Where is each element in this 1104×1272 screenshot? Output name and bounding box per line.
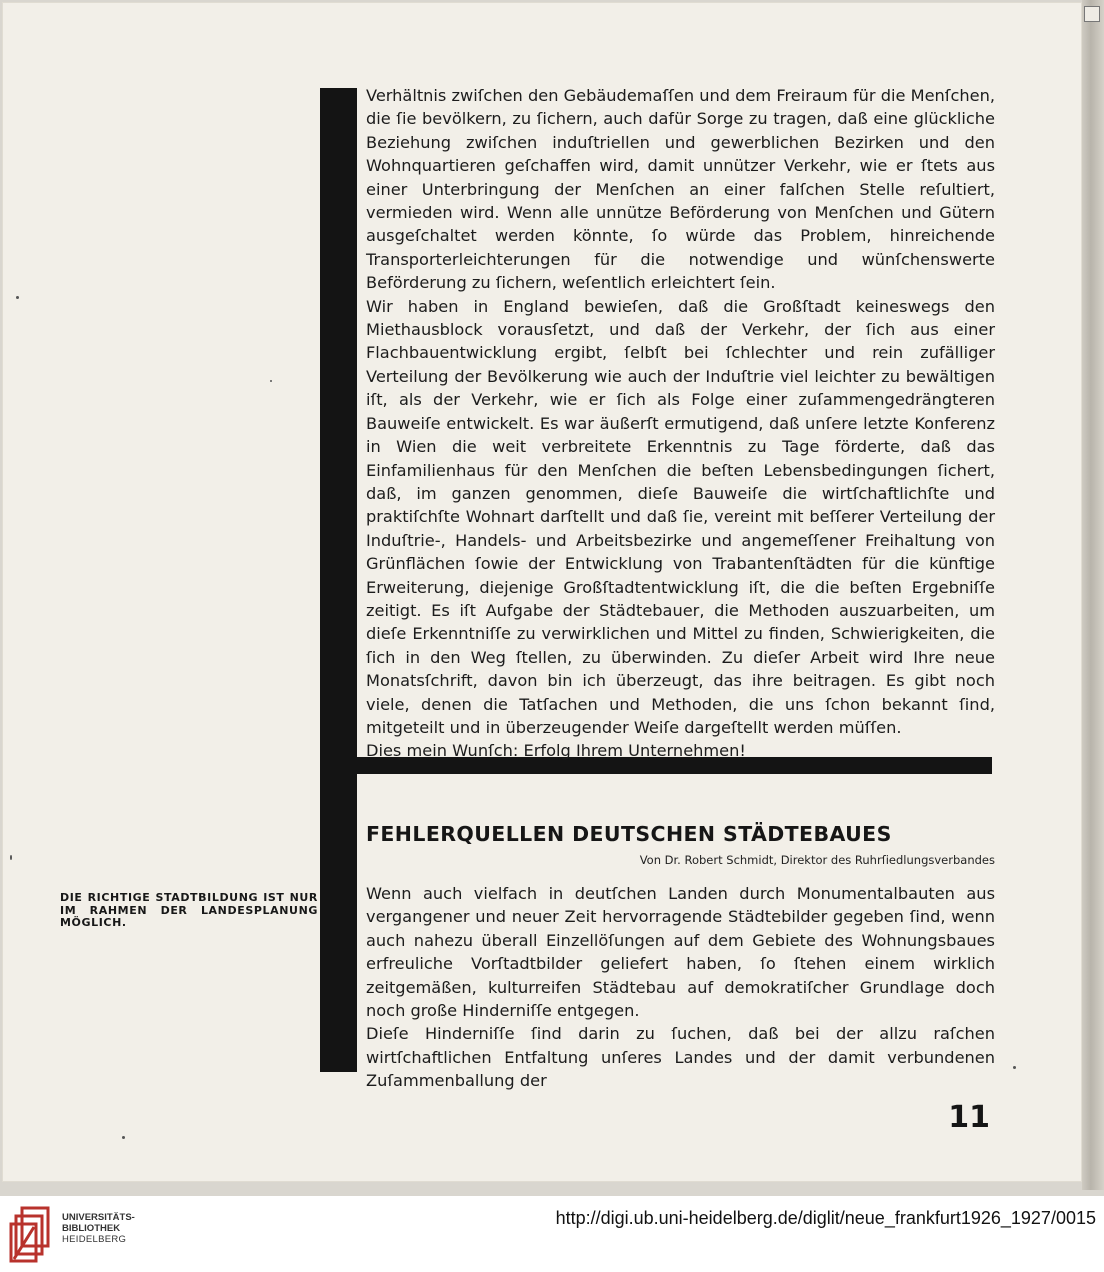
paragraph: Wir haben in England bewieſen, daß die Großſtadt keineswegs den Miethausblock vorausſetzt, und daß der Verkehr, der ſich aus einer Flachbauentwicklung ergibt, ſelbſt bei ſchlechter und rein zufälliger Verteilung der Bevölkerung wie auch der Induſtrie viel leichter zu bewältigen iſt, als der Verkehr, wie er ſich als Folge einer zuſammengedrängteren Bauweiſe entwickelt. Es war äußerſt ermutigend, daß unſere letzte Konferenz in Wien die weit verbreitete Erkenntnis zu Tage förderte, daß das Einfamilienhaus für den Menſchen die beſten Lebensbedingungen ſichert, daß, im ganzen genommen, dieſe Bauweiſe die wirtſchaftlichſte und praktiſchſte Wohnart darſtellt und daß ſie, vereint mit beſſerer Verteilung der Induſtrie-, Handels- und Arbeitsbezirke und angemeſſener Freihaltung von Grünflächen ſowie der Entwicklung von Trabantenſtädten für die künftige Erweiterung, diejenige Großſtadtentwicklung iſt, die die beſten Ergebniſſe zeitigt. Es iſt Aufgabe der Städtebauer, die Methoden auszuarbeiten, um dieſe Erkenntniſſe zu verwirklichen und Mittel zu finden, Schwierigkeiten, die ſich in den Weg ſtellen, zu überwinden. Zu dieſer Arbeit wird Ihre neue Monatsſchrift, davon bin ich überzeugt, das ihre beitragen. Es gibt noch viele, denen die Tatſachen und Methoden, die uns ſchon bekannt ſind, mitgeteilt und in überzeugender Weiſe dargeſtellt werden müſſen. <box>366 296 995 737</box>
page-edge <box>1082 0 1104 1190</box>
paper-speck <box>1013 1066 1016 1069</box>
paper-speck <box>122 1136 125 1139</box>
vertical-black-bar <box>320 88 357 1072</box>
paragraph: Dieſe Hinderniſſe ſind darin zu ſuchen, daß bei der allzu raſchen wirtſchaftlichen Entfaltung unſeres Landes und der damit verbundenen Zuſammenballung der <box>366 1024 995 1091</box>
source-url-link[interactable]: http://digi.ub.uni-heidelberg.de/diglit/neue_frankfurt1926_1927/0015 <box>555 1208 1096 1228</box>
logo-text <box>62 1212 172 1245</box>
paragraph: Wenn auch vielfach in deutſchen Landen durch Monumentalbauten aus vergangener und neuer Zeit hervorragende Städtebilder gegeben ſind, wenn auch nahezu überall Einzellöſungen auf dem Gebiete des Wohnungsbaues erfreuliche Vorſtadtbilder geliefert haben, ſo ſtehen einem wirklich zeitgemäßen, kulturreifen Städtebau auf demokratiſcher Grundlage doch noch große Hinderniſſe entgegen. <box>366 884 995 1021</box>
author-byline: Von Dr. Robert Schmidt, Direktor des Ruhrſiedlungsverbandes <box>639 853 995 867</box>
paper-speck <box>10 855 12 860</box>
text-block-top <box>366 84 995 763</box>
margin-note: DIE RICHTIGE STADTBILDUNG IST NUR IM RAHMEN DER LANDESPLANUNG MÖGLICH. <box>60 891 318 929</box>
section-heading: FEHLERQUELLEN DEUTSCHEN STÄDTEBAUES <box>366 822 892 846</box>
paper-speck <box>270 380 272 382</box>
paper-speck <box>16 296 19 299</box>
paragraph: Dies mein Wunſch: Erfolg Ihrem Unternehmen! <box>366 741 746 761</box>
logo-line: BIBLIOTHEK <box>62 1223 121 1234</box>
paragraph: Verhältnis zwiſchen den Gebäudemaſſen und dem Freiraum für die Menſchen, die ſie bevölkern, zu ſichern, auch dafür Sorge zu tragen, daß eine glückliche Beziehung zwiſchen induſtriellen und gewerblichen Bezirken und den Wohnquartieren geſchaffen wird, damit unnützer Verkehr, wie er ſtets aus einer Unterbringung der Menſchen an einer falſchen Stelle reſultiert, vermieden wird. Wenn alle unnütze Beförderung von Menſchen und Gütern ausgeſchaltet werden könnte, ſo würde das Problem, hinreichende Transporterleichterungen für die notwendige und wünſchenswerte Beförderung zu ſichern, weſentlich erleichtert ſein. <box>366 86 996 293</box>
text-block-bottom <box>366 882 995 1093</box>
corner-mark <box>1084 6 1100 22</box>
university-library-logo-icon <box>8 1204 56 1264</box>
logo-line: HEIDELBERG <box>62 1234 127 1245</box>
page-number: 11 <box>948 1100 990 1135</box>
logo-line: UNIVERSITÄTS- <box>62 1212 135 1223</box>
